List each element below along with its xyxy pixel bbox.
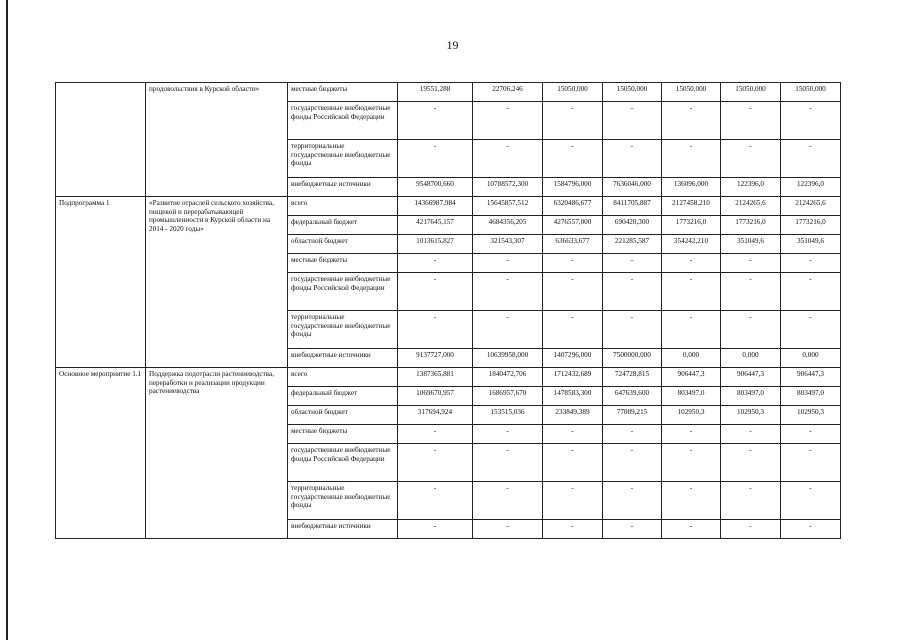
value-cell: -	[781, 425, 841, 444]
value-cell: 15050,000	[721, 83, 781, 102]
value-cell: -	[398, 482, 473, 520]
value-cell: -	[543, 311, 603, 349]
value-cell: 153515,036	[473, 406, 543, 425]
value-cell: -	[721, 311, 781, 349]
value-cell: 1387365,881	[398, 368, 473, 387]
value-cell: 122396,0	[721, 178, 781, 197]
value-cell: -	[721, 273, 781, 311]
source-cell: внебюджетные источники	[288, 520, 398, 539]
value-cell: 351049,6	[781, 235, 841, 254]
value-cell: 102950,3	[662, 406, 721, 425]
value-cell: 4276557,000	[543, 216, 603, 235]
program-title-cell: Поддержка подотрасли растениеводства, переработки и реализации продукции растениеводства	[146, 368, 288, 539]
value-cell: -	[662, 311, 721, 349]
value-cell: -	[781, 102, 841, 140]
value-cell: -	[603, 140, 662, 178]
source-cell: местные бюджеты	[288, 254, 398, 273]
value-cell: 0,000	[721, 349, 781, 368]
value-cell: 221285,587	[603, 235, 662, 254]
source-cell: внебюджетные источники	[288, 349, 398, 368]
value-cell: -	[603, 482, 662, 520]
value-cell: -	[473, 140, 543, 178]
program-code-cell: Подпрограмма 1	[56, 197, 146, 368]
source-cell: федеральный бюджет	[288, 387, 398, 406]
value-cell: 15050,000	[781, 83, 841, 102]
value-cell: -	[473, 273, 543, 311]
value-cell: 22706,246	[473, 83, 543, 102]
source-cell: всего	[288, 368, 398, 387]
value-cell: 7636046,000	[603, 178, 662, 197]
value-cell: 1773216,0	[662, 216, 721, 235]
value-cell: -	[603, 311, 662, 349]
value-cell: 1773216,0	[721, 216, 781, 235]
value-cell: -	[473, 311, 543, 349]
value-cell: 9548700,660	[398, 178, 473, 197]
source-cell: всего	[288, 197, 398, 216]
program-title-cell: продовольствия в Курской области»	[146, 83, 288, 197]
value-cell: -	[398, 140, 473, 178]
value-cell: -	[662, 482, 721, 520]
value-cell: -	[721, 520, 781, 539]
value-cell: -	[781, 140, 841, 178]
value-cell: -	[781, 444, 841, 482]
value-cell: 1773216,0	[781, 216, 841, 235]
value-cell: -	[398, 444, 473, 482]
value-cell: 906447,3	[721, 368, 781, 387]
table-row	[56, 368, 841, 387]
value-cell: -	[603, 273, 662, 311]
value-cell: 136096,000	[662, 178, 721, 197]
value-cell: 122396,0	[781, 178, 841, 197]
value-cell: -	[473, 482, 543, 520]
value-cell: -	[473, 425, 543, 444]
value-cell: 10788572,300	[473, 178, 543, 197]
value-cell: -	[781, 273, 841, 311]
value-cell: -	[662, 444, 721, 482]
value-cell: -	[721, 102, 781, 140]
value-cell: -	[721, 254, 781, 273]
value-cell: 0,000	[662, 349, 721, 368]
program-code-cell	[56, 83, 146, 197]
value-cell: 77089,215	[603, 406, 662, 425]
value-cell: -	[662, 425, 721, 444]
value-cell: 2124265,6	[721, 197, 781, 216]
value-cell: -	[603, 102, 662, 140]
value-cell: 351049,6	[721, 235, 781, 254]
value-cell: -	[781, 482, 841, 520]
value-cell: 10639958,000	[473, 349, 543, 368]
value-cell: 1478583,300	[543, 387, 603, 406]
page-number: 19	[446, 38, 459, 52]
value-cell: 690420,300	[603, 216, 662, 235]
value-cell: -	[781, 311, 841, 349]
value-cell: -	[721, 425, 781, 444]
value-cell: -	[721, 140, 781, 178]
program-code-cell: Основное мероприятие 1.1	[56, 368, 146, 539]
value-cell: 1712432,689	[543, 368, 603, 387]
source-cell: областной бюджет	[288, 235, 398, 254]
value-cell: 2124265,6	[781, 197, 841, 216]
value-cell: 8411705,887	[603, 197, 662, 216]
value-cell: -	[603, 444, 662, 482]
value-cell: 803497,0	[781, 387, 841, 406]
value-cell: -	[543, 520, 603, 539]
value-cell: -	[473, 102, 543, 140]
value-cell: -	[662, 254, 721, 273]
value-cell: -	[543, 482, 603, 520]
value-cell: 6320486,677	[543, 197, 603, 216]
value-cell: -	[398, 425, 473, 444]
value-cell: -	[662, 273, 721, 311]
page-left-edge	[6, 0, 8, 640]
value-cell: 233849,389	[543, 406, 603, 425]
value-cell: 7500000,000	[603, 349, 662, 368]
source-cell: территориальные государственные внебюджетные фонды	[288, 311, 398, 349]
value-cell: 15050,000	[603, 83, 662, 102]
program-title-cell: «Развитие отраслей сельского хозяйства, пищевой и перерабатывающей промышленности в Курской области на 2014 - 2020 годы»	[146, 197, 288, 368]
value-cell: -	[473, 254, 543, 273]
source-cell: федеральный бюджет	[288, 216, 398, 235]
value-cell: 4217645,157	[398, 216, 473, 235]
value-cell: 636633,677	[543, 235, 603, 254]
value-cell: 19551,288	[398, 83, 473, 102]
value-cell: -	[662, 520, 721, 539]
value-cell: 1069670,957	[398, 387, 473, 406]
value-cell: 317694,924	[398, 406, 473, 425]
value-cell: -	[662, 140, 721, 178]
source-cell: государственные внебюджетные фонды Российской Федерации	[288, 102, 398, 140]
value-cell: 906447,3	[662, 368, 721, 387]
value-cell: 647639,600	[603, 387, 662, 406]
source-cell: государственные внебюджетные фонды Российской Федерации	[288, 273, 398, 311]
value-cell: 1840472,706	[473, 368, 543, 387]
value-cell: -	[398, 102, 473, 140]
value-cell: 803497,0	[721, 387, 781, 406]
table-row	[56, 197, 841, 216]
value-cell: -	[398, 520, 473, 539]
value-cell: -	[721, 482, 781, 520]
source-cell: государственные внебюджетные фонды Российской Федерации	[288, 444, 398, 482]
value-cell: -	[781, 254, 841, 273]
value-cell: 803497,0	[662, 387, 721, 406]
value-cell: 1013615,827	[398, 235, 473, 254]
value-cell: 15050,000	[662, 83, 721, 102]
value-cell: 1407296,000	[543, 349, 603, 368]
table-row	[56, 83, 841, 102]
value-cell: 724728,815	[603, 368, 662, 387]
value-cell: -	[603, 520, 662, 539]
value-cell: 321543,307	[473, 235, 543, 254]
value-cell: 15645857,512	[473, 197, 543, 216]
value-cell: -	[603, 254, 662, 273]
value-cell: 0,000	[781, 349, 841, 368]
value-cell: -	[662, 102, 721, 140]
value-cell: -	[543, 254, 603, 273]
value-cell: -	[543, 444, 603, 482]
value-cell: 102950,3	[781, 406, 841, 425]
value-cell: -	[398, 273, 473, 311]
value-cell: -	[721, 444, 781, 482]
value-cell: 1686957,670	[473, 387, 543, 406]
budget-table	[55, 82, 841, 539]
value-cell: -	[543, 102, 603, 140]
value-cell: 14366987,984	[398, 197, 473, 216]
source-cell: внебюджетные источники	[288, 178, 398, 197]
value-cell: -	[473, 520, 543, 539]
value-cell: 906447,3	[781, 368, 841, 387]
value-cell: 4684356,205	[473, 216, 543, 235]
value-cell: 354242,210	[662, 235, 721, 254]
value-cell: 102950,3	[721, 406, 781, 425]
source-cell: областной бюджет	[288, 406, 398, 425]
value-cell: -	[398, 311, 473, 349]
value-cell: -	[603, 425, 662, 444]
value-cell: -	[781, 520, 841, 539]
value-cell: 1584796,000	[543, 178, 603, 197]
source-cell: местные бюджеты	[288, 83, 398, 102]
value-cell: 15050,000	[543, 83, 603, 102]
value-cell: -	[473, 444, 543, 482]
value-cell: -	[543, 273, 603, 311]
value-cell: -	[398, 254, 473, 273]
value-cell: 2127458,210	[662, 197, 721, 216]
value-cell: -	[543, 140, 603, 178]
source-cell: территориальные государственные внебюджетные фонды	[288, 482, 398, 520]
value-cell: 9137727,000	[398, 349, 473, 368]
source-cell: местные бюджеты	[288, 425, 398, 444]
source-cell: территориальные государственные внебюджетные фонды	[288, 140, 398, 178]
value-cell: -	[543, 425, 603, 444]
